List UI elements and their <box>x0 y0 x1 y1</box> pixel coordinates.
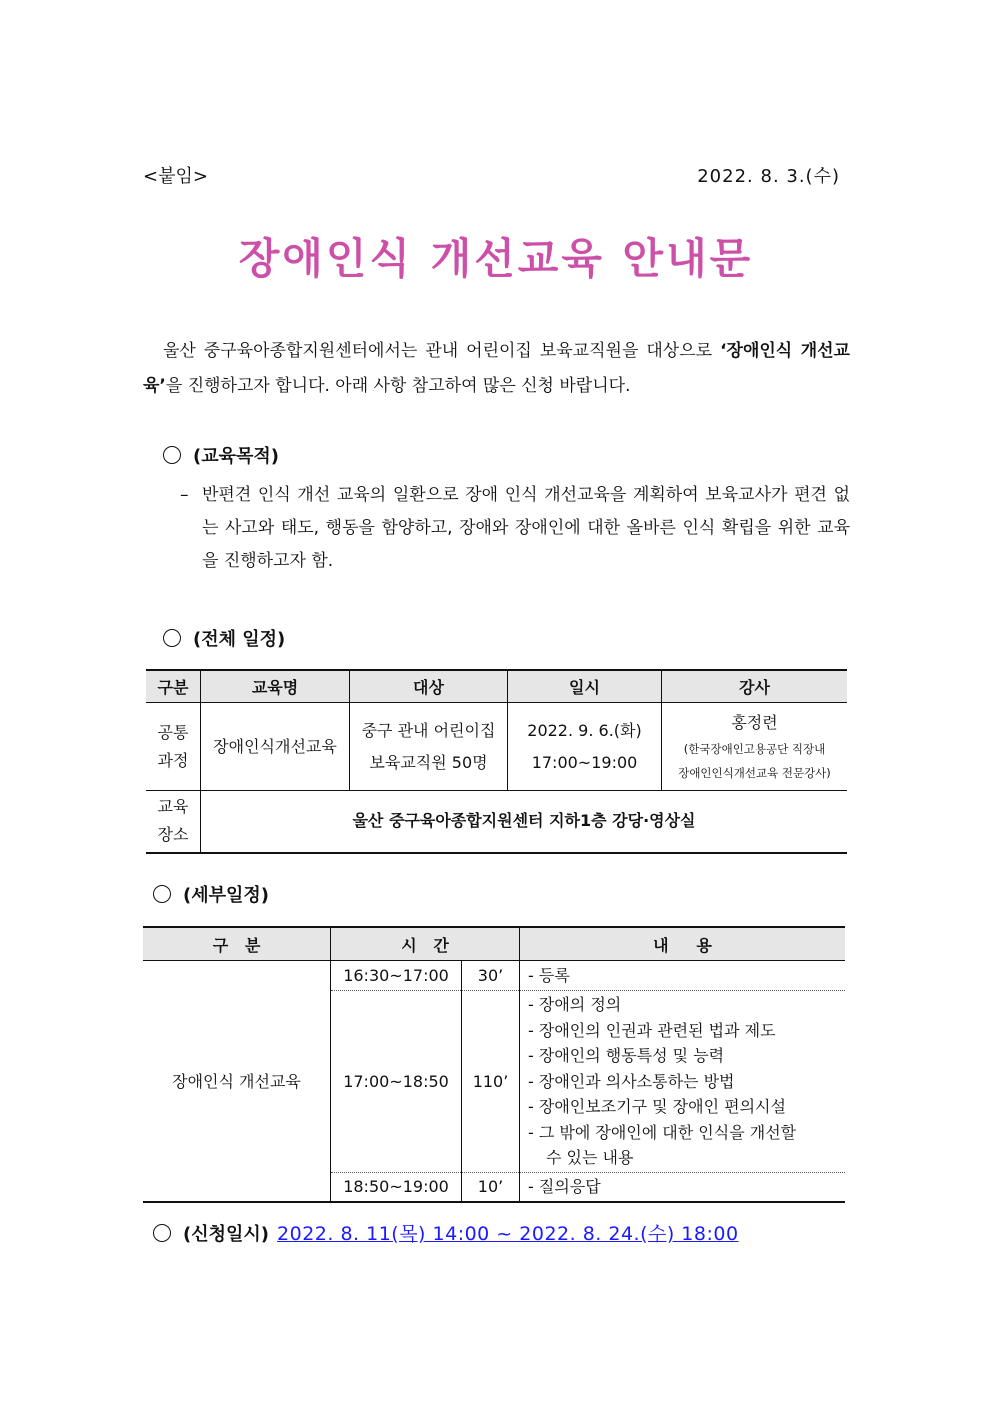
category-cell: 공통 과정 <box>146 703 201 791</box>
purpose-heading: (교육목적) <box>163 442 279 468</box>
table-row <box>146 703 847 791</box>
column-header: 내 용 <box>520 927 846 961</box>
circle-bullet-icon <box>153 1224 171 1242</box>
category-cell: 장애인식 개선교육 <box>143 961 331 1202</box>
time-cell: 18:50~19:00 <box>331 1173 462 1202</box>
column-header: 일시 <box>508 670 662 703</box>
content-cell: - 질의응답 <box>520 1173 846 1202</box>
instructor-cell: 홍정련 (한국장애인고용공단 직장내 장애인인식개선교육 전문강사) <box>662 703 848 791</box>
place-label-cell: 교육 장소 <box>146 791 201 853</box>
registration-heading: (신청일시) <box>183 1224 270 1245</box>
detail-heading: (세부일정) <box>153 881 269 907</box>
table-row <box>146 791 847 853</box>
table-header-row <box>143 927 845 961</box>
table-header-row <box>146 670 847 703</box>
registration-line <box>153 1219 739 1246</box>
time-cell: 16:30~17:00 <box>331 961 462 991</box>
column-header: 교육명 <box>201 670 350 703</box>
target-cell: 중구 관내 어린이집 보육교직원 50명 <box>350 703 508 791</box>
circle-bullet-icon <box>163 446 181 464</box>
place-cell: 울산 중구육아종합지원센터 지하1층 강당·영상실 <box>201 791 848 853</box>
column-header: 대상 <box>350 670 508 703</box>
intro-paragraph: 울산 중구육아종합지원센터에서는 관내 어린이집 보육교직원을 대상으로 ‘장애인식 개선교육’을 진행하고자 합니다. 아래 사항 참고하여 많은 신청 바랍니다. <box>143 341 850 396</box>
detail-schedule-table <box>143 926 845 1203</box>
time-cell: 17:00~18:50 <box>331 991 462 1173</box>
page-title: 장애인식 개선교육 안내문 <box>238 234 754 283</box>
duration-cell: 10’ <box>462 1173 520 1202</box>
overall-schedule-table <box>146 669 847 854</box>
registration-period-link[interactable]: 2022. 8. 11(목) 14:00 ~ 2022. 8. 24.(수) 18:00 <box>277 1223 739 1245</box>
column-header: 구 분 <box>143 927 331 961</box>
course-name-cell: 장애인식개선교육 <box>201 703 350 791</box>
table-row <box>143 961 845 991</box>
purpose-text: – 반편견 인식 개선 교육의 일환으로 장애 인식 개선교육을 계획하여 보육교사가 편견 없는 사고와 태도, 행동을 함양하고, 장애와 장애인에 대한 올바른 인식 확립을 위한 교육을 진행하고자 함. <box>180 485 850 571</box>
document-date: 2022. 8. 3.(수) <box>697 166 840 187</box>
column-header: 시 간 <box>331 927 520 961</box>
column-header: 구분 <box>146 670 201 703</box>
datetime-cell: 2022. 9. 6.(화) 17:00~19:00 <box>508 703 662 791</box>
attachment-label: <붙임> <box>143 166 208 187</box>
duration-cell: 30’ <box>462 961 520 991</box>
content-cell: - 등록 <box>520 961 846 991</box>
column-header: 강사 <box>662 670 848 703</box>
circle-bullet-icon <box>153 885 171 903</box>
duration-cell: 110’ <box>462 991 520 1173</box>
content-cell: - 장애의 정의 - 장애인의 인권과 관련된 법과 제도 - 장애인의 행동특성 및 능력 - 장애인과 의사소통하는 방법 - 장애인보조기구 및 장애인 편의시설 - 그 밖에 장애인에 대한 인식을 개선할 수 있는 내용 <box>520 991 846 1173</box>
circle-bullet-icon <box>163 629 181 647</box>
schedule-heading: (전체 일정) <box>163 625 285 651</box>
